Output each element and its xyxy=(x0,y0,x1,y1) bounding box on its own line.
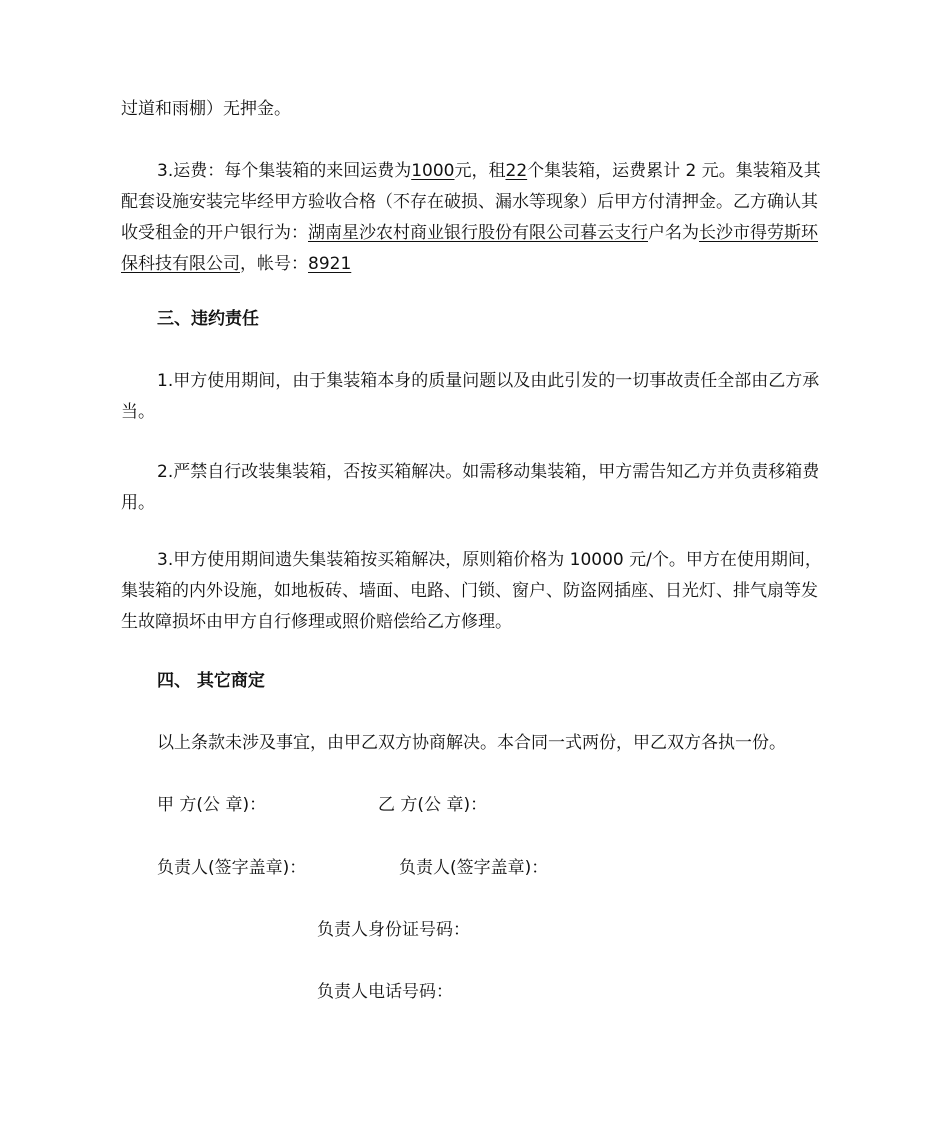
container-count-value: 22 xyxy=(505,161,528,181)
freight-text-2: 元，租 xyxy=(454,161,506,181)
account-name-value: 长沙市得劳斯环保科技有限公司 xyxy=(121,223,818,274)
other-agreement-text: 以上条款未涉及事宜，由甲乙双方协商解决。本合同一式两份，甲乙双方各执一份。 xyxy=(157,733,786,753)
freight-text-4: 户名为 xyxy=(648,223,699,243)
freight-text-3: 个集装箱，运费累计 2 元。集装箱及其配套设施安装完毕经甲方验收合格（不存在破损、漏水等现象）后甲方付清押金。乙方确认其收受租金的开户银行为： xyxy=(121,161,821,243)
responsible-phone-label: 负责人电话号码： xyxy=(317,982,453,1002)
section-heading-liability: 三、违约责任 xyxy=(157,309,259,329)
account-number-value: 8921 xyxy=(308,254,352,274)
responsible-id-number-label: 负责人身份证号码： xyxy=(317,920,470,940)
liability-clause-2: 2.严禁自行改装集装箱，否按买箱解决。如需移动集装箱，甲方需告知乙方并负责移箱费用。 xyxy=(121,462,820,513)
liability-clause-1: 1.甲方使用期间，由于集装箱本身的质量问题以及由此引发的一切事故责任全部由乙方承当。 xyxy=(121,371,820,422)
section-heading-other: 四、 其它商定 xyxy=(157,671,265,691)
freight-clause xyxy=(121,156,831,280)
freight-fee-value: 1000 xyxy=(411,161,455,181)
party-a-seal-label: 甲 方(公 章)： xyxy=(157,795,267,815)
party-b-responsible-signature-label: 负责人(签字盖章)： xyxy=(399,858,549,878)
party-b-seal-label: 乙 方(公 章)： xyxy=(378,795,488,815)
freight-text-1: 3.运费：每个集装箱的来回运费为 xyxy=(157,161,412,181)
freight-text-5: ，帐号： xyxy=(240,254,308,274)
bank-name-value: 湖南星沙农村商业银行股份有限公司暮云支行 xyxy=(308,223,648,243)
party-a-responsible-signature-label: 负责人(签字盖章)： xyxy=(157,858,307,878)
deposit-clause-tail: 过道和雨棚）无押金。 xyxy=(121,99,291,119)
liability-clause-3: 3.甲方使用期间遗失集装箱按买箱解决，原则箱价格为 10000 元/个。甲方在使用期间，集装箱的内外设施，如地板砖、墙面、电路、门锁、窗户、防盗网插座、日光灯、排气扇等发生故障损坏由甲方自行修理或照价赔偿给乙方修理。 xyxy=(121,550,822,632)
